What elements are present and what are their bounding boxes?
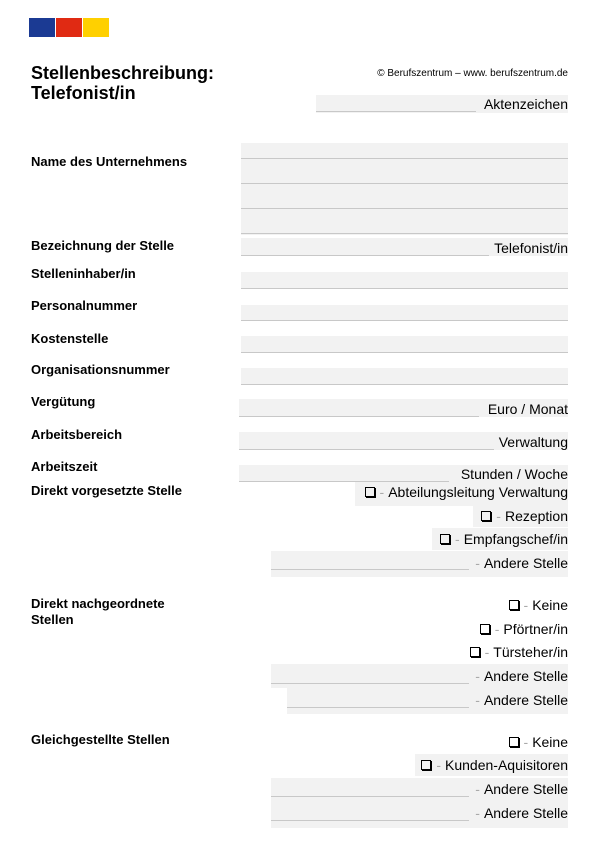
position-value: Telefonist/in	[494, 240, 568, 256]
work-time-label: Arbeitszeit	[31, 459, 98, 474]
equal-option-0[interactable]: - Keine	[509, 734, 568, 751]
salary-label: Vergütung	[31, 394, 96, 409]
cost-center-line	[241, 352, 568, 353]
holder-label: Stelleninhaber/in	[31, 266, 136, 281]
subordinate-option-0[interactable]: - Keine	[509, 597, 568, 614]
superior-option-3: - Andere Stelle	[475, 555, 568, 571]
superior-option-1[interactable]: - Rezeption	[481, 508, 568, 525]
equal-label: Gleichgestellte Stellen	[31, 732, 170, 747]
checkbox-icon[interactable]	[509, 737, 519, 747]
equal-other-line-1	[271, 796, 469, 797]
subordinate-option-3: - Andere Stelle	[475, 668, 568, 684]
checkbox-icon[interactable]	[480, 624, 490, 634]
position-line	[241, 255, 489, 256]
checkbox-icon[interactable]	[365, 487, 375, 497]
logo-blue-stripe	[29, 18, 55, 37]
personnel-no-line	[241, 320, 568, 321]
company-field[interactable]	[241, 143, 568, 235]
page-title-line2: Telefonist/in	[31, 83, 136, 103]
superior-option-0[interactable]: - Abteilungsleitung Verwaltung	[365, 484, 568, 501]
company-line-1	[241, 158, 568, 159]
company-line-4	[241, 233, 568, 234]
subordinate-option-2[interactable]: - Türsteher/in	[470, 644, 568, 661]
cost-center-field[interactable]	[241, 336, 568, 353]
company-line-3	[241, 208, 568, 209]
subordinate-other-line-2	[287, 707, 469, 708]
logo-yellow-stripe	[83, 18, 109, 37]
company-line-2	[241, 183, 568, 184]
checkbox-icon[interactable]	[481, 511, 491, 521]
checkbox-icon[interactable]	[421, 760, 431, 770]
salary-unit: Euro / Monat	[487, 401, 568, 417]
superior-option-2[interactable]: - Empfangschef/in	[440, 531, 568, 548]
superior-label: Direkt vorgesetzte Stelle	[31, 483, 183, 498]
salary-line	[239, 416, 479, 417]
aktenzeichen-label: Aktenzeichen	[483, 96, 568, 112]
subordinate-option-1[interactable]: - Pförtner/in	[480, 621, 568, 638]
subordinate-label-line1: Direkt nachgeordnete	[31, 596, 165, 611]
equal-other-line-2	[271, 820, 469, 821]
subordinate-label	[31, 596, 165, 628]
work-area-label: Arbeitsbereich	[31, 427, 123, 442]
subordinate-label-line2: Stellen	[31, 612, 74, 627]
equal-option-1[interactable]: - Kunden-Aquisitoren	[421, 757, 568, 774]
org-no-field[interactable]	[241, 368, 568, 385]
aktenzeichen-line	[316, 111, 476, 112]
org-no-label: Organisationsnummer	[31, 362, 170, 377]
page-title	[31, 63, 214, 103]
subordinate-option-4: - Andere Stelle	[475, 692, 568, 708]
equal-option-2: - Andere Stelle	[475, 781, 568, 797]
work-area-line	[239, 449, 494, 450]
copyright-notice: © Berufszentrum – www. berufszentrum.de	[377, 68, 568, 79]
logo-red-stripe	[56, 18, 82, 37]
company-label: Name des Unternehmens	[31, 154, 188, 169]
checkbox-icon[interactable]	[440, 534, 450, 544]
cost-center-label: Kostenstelle	[31, 331, 109, 346]
position-label: Bezeichnung der Stelle	[31, 238, 175, 253]
work-area-value: Verwaltung	[498, 434, 568, 450]
personnel-no-field[interactable]	[241, 305, 568, 321]
checkbox-icon[interactable]	[470, 647, 480, 657]
personnel-no-label: Personalnummer	[31, 298, 138, 313]
holder-line	[241, 288, 568, 289]
org-no-line	[241, 384, 568, 385]
subordinate-other-line-1	[271, 683, 469, 684]
work-time-unit: Stunden / Woche	[460, 466, 568, 482]
superior-other-line	[271, 569, 469, 570]
holder-field[interactable]	[241, 272, 568, 289]
page-title-line1: Stellenbeschreibung:	[31, 63, 215, 83]
equal-option-3: - Andere Stelle	[475, 805, 568, 821]
checkbox-icon[interactable]	[509, 600, 519, 610]
